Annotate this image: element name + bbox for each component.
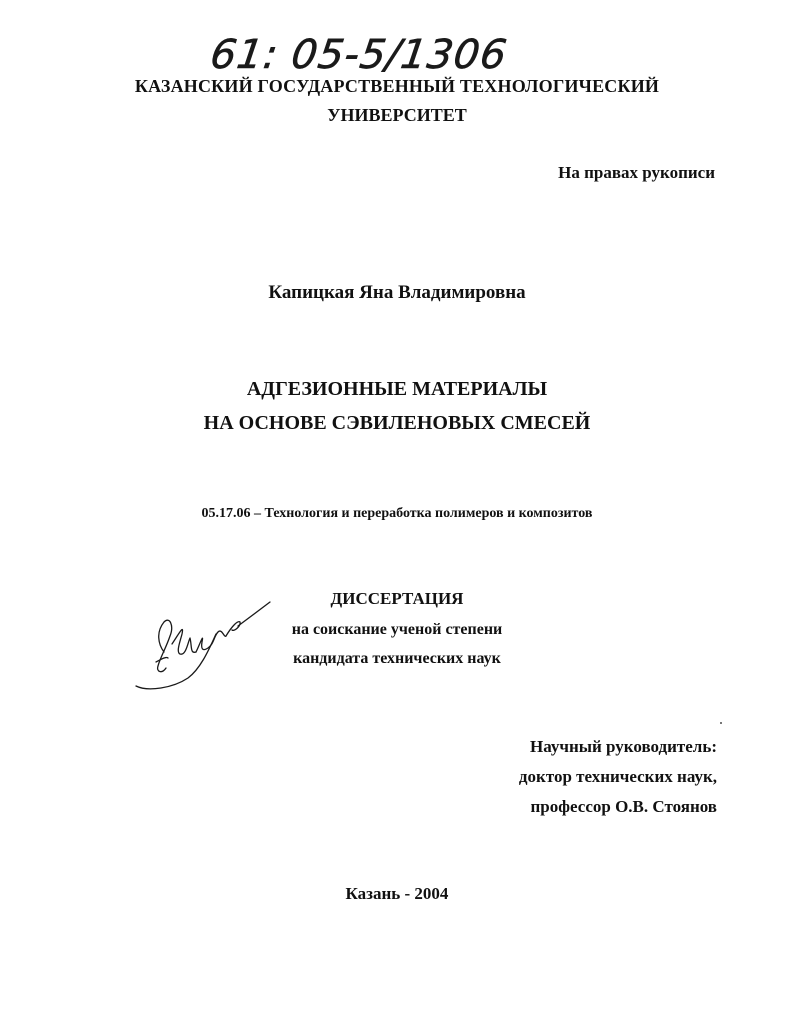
advisor-degree: доктор технических наук, [518, 767, 717, 786]
degree-purpose-line: на соискание ученой степени [291, 621, 503, 638]
specialty-code: 05.17.06 – Технология и переработка полимеров и композитов [201, 506, 593, 521]
manuscript-rights-note: На правах рукописи [558, 163, 715, 182]
dissertation-heading: ДИССЕРТАЦИЯ [330, 589, 464, 608]
archive-number-text: 61: 05-5/1306 [207, 32, 511, 78]
thesis-title-line1: АДГЕЗИОННЫЕ МАТЕРИАЛЫ [246, 378, 548, 400]
thesis-title-line2: НА ОСНОВЕ СЭВИЛЕНОВЫХ СМЕСЕЙ [203, 412, 591, 434]
author-name: Капицкая Яна Владимировна [268, 282, 526, 303]
advisor-label: Научный руководитель: [530, 737, 717, 756]
advisor-name: профессор О.В. Стоянов [530, 797, 717, 816]
university-name-line2: УНИВЕРСИТЕТ [327, 105, 467, 125]
handwritten-signature [128, 592, 278, 702]
handwritten-archive-number [207, 18, 511, 80]
university-name-line1: КАЗАНСКИЙ ГОСУДАРСТВЕННЫЙ ТЕХНОЛОГИЧЕСКИЙ [134, 76, 660, 96]
scan-speck [720, 722, 722, 724]
city-and-year: Казань - 2004 [345, 884, 449, 903]
degree-name-line: кандидата технических наук [293, 650, 501, 667]
